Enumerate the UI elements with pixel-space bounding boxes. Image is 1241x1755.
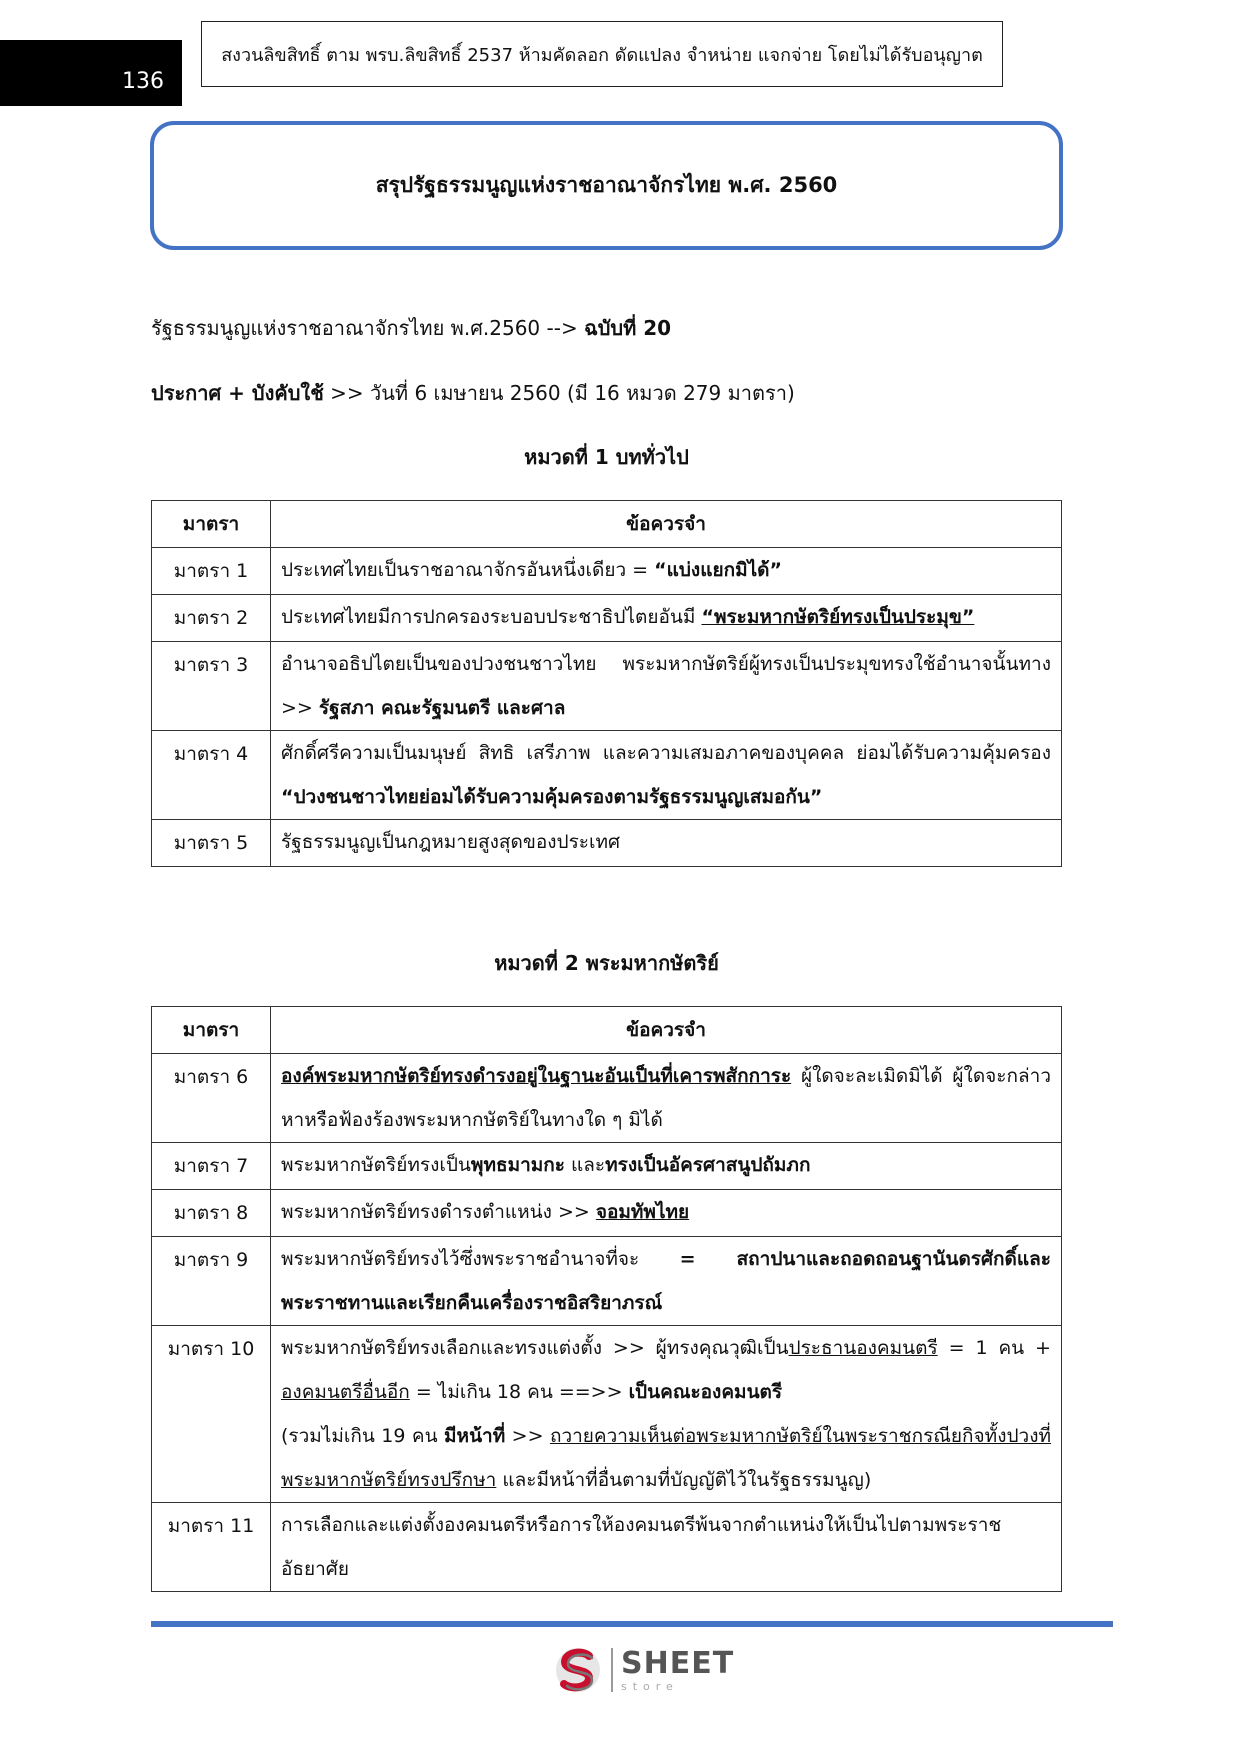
section-note: องค์พระมหากษัตริย์ทรงดำรงอยู่ในฐานะอันเป็นที่เคารพสักการะ ผู้ใดจะละเมิดมิได้ ผู้ใดจะกล่าวหาหรือฟ้องร้องพระมหากษัตริย์ในทางใด ๆ มิได้ bbox=[271, 1054, 1062, 1143]
section-label: มาตรา 8 bbox=[152, 1190, 271, 1237]
sheet-store-s-icon bbox=[553, 1644, 603, 1696]
section-label: มาตรา 4 bbox=[152, 731, 271, 820]
section-note: พระมหากษัตริย์ทรงเลือกและทรงแต่งตั้ง >> ผู้ทรงคุณวุฒิเป็นประธานองคมนตรี = 1 คน + องคมนตรีอื่นอีก = ไม่เกิน 18 คน ==>> เป็นคณะองคมนตรี (รวมไม่เกิน 19 คน มีหน้าที่ >> ถวายความเห็นต่อพระมหากษัตริย์ในพระราชกรณียกิจทั้งปวงที่พระมหากษัตริย์ทรงปรึกษา และมีหน้าที่อื่นตามที่บัญญัติไว้ในรัฐธรรมนูญ) bbox=[271, 1326, 1062, 1503]
document-title-box bbox=[150, 121, 1063, 250]
section-note: รัฐธรรมนูญเป็นกฎหมายสูงสุดของประเทศ bbox=[271, 820, 1062, 867]
table-row bbox=[152, 595, 1062, 642]
column-header-note: ข้อควรจำ bbox=[271, 501, 1062, 548]
section-note: พระมหากษัตริย์ทรงไว้ซึ่งพระราชอำนาจที่จะ = สถาปนาและถอดถอนฐานันดรศักดิ์และพระราชทานและเรียกคืนเครื่องราชอิสริยาภรณ์ bbox=[271, 1237, 1062, 1326]
section-label: มาตรา 3 bbox=[152, 642, 271, 731]
page-number: 136 bbox=[122, 69, 164, 94]
chapter-1-heading: หมวดที่ 1 บททั่วไป bbox=[524, 445, 689, 469]
intro-line-promulgation bbox=[151, 377, 795, 409]
chapter-1-table bbox=[151, 500, 1062, 867]
column-header-section: มาตรา bbox=[152, 501, 271, 548]
table-row bbox=[152, 731, 1062, 820]
section-note: พระมหากษัตริย์ทรงเป็นพุทธมามกะ และทรงเป็นอัครศาสนูปถัมภก bbox=[271, 1143, 1062, 1190]
footer-rule bbox=[151, 1621, 1113, 1627]
intro-edition-text: รัฐธรรมนูญแห่งราชอาณาจักรไทย พ.ศ.2560 --> bbox=[151, 316, 585, 340]
sheet-store-logo bbox=[553, 1643, 734, 1697]
intro-promulgation-label: ประกาศ + บังคับใช้ bbox=[151, 381, 324, 405]
table-row bbox=[152, 1190, 1062, 1237]
column-header-section: มาตรา bbox=[152, 1007, 271, 1054]
table-row bbox=[152, 1326, 1062, 1503]
section-note: ศักดิ์ศรีความเป็นมนุษย์ สิทธิ เสรีภาพ และความเสมอภาคของบุคคล ย่อมได้รับความคุ้มครอง “ปวงชนชาวไทยย่อมได้รับความคุ้มครองตามรัฐธรรมนูญเสมอกัน” bbox=[271, 731, 1062, 820]
copyright-text: สงวนลิขสิทธิ์ ตาม พรบ.ลิขสิทธิ์ 2537 ห้ามคัดลอก ดัดแปลง จำหน่าย แจกจ่าย โดยไม่ได้รับอนุญาต bbox=[221, 44, 983, 66]
column-header-note: ข้อควรจำ bbox=[271, 1007, 1062, 1054]
section-note: ประเทศไทยมีการปกครองระบอบประชาธิปไตยอันมี “พระมหากษัตริย์ทรงเป็นประมุข” bbox=[271, 595, 1062, 642]
section-label: มาตรา 7 bbox=[152, 1143, 271, 1190]
section-label: มาตรา 9 bbox=[152, 1237, 271, 1326]
table-row bbox=[152, 1503, 1062, 1592]
section-note: อำนาจอธิปไตยเป็นของปวงชนชาวไทย พระมหากษัตริย์ผู้ทรงเป็นประมุขทรงใช้อำนาจนั้นทาง >> รัฐสภา คณะรัฐมนตรี และศาล bbox=[271, 642, 1062, 731]
logo-main-text: SHEET bbox=[621, 1645, 735, 1681]
table-row bbox=[152, 820, 1062, 867]
chapter-2-table bbox=[151, 1006, 1062, 1592]
section-label: มาตรา 2 bbox=[152, 595, 271, 642]
table-header-row bbox=[152, 501, 1062, 548]
intro-line-edition bbox=[151, 312, 671, 344]
intro-promulgation-date: >> วันที่ 6 เมษายน 2560 (มี 16 หมวด 279 มาตรา) bbox=[323, 381, 795, 405]
table-row bbox=[152, 1143, 1062, 1190]
section-label: มาตรา 11 bbox=[152, 1503, 271, 1592]
section-label: มาตรา 6 bbox=[152, 1054, 271, 1143]
section-label: มาตรา 1 bbox=[152, 548, 271, 595]
table-header-row bbox=[152, 1007, 1062, 1054]
table-row bbox=[152, 1237, 1062, 1326]
section-note: ประเทศไทยเป็นราชอาณาจักรอันหนึ่งเดียว = “แบ่งแยกมิได้” bbox=[271, 548, 1062, 595]
section-label: มาตรา 5 bbox=[152, 820, 271, 867]
page-number-box bbox=[0, 40, 182, 106]
table-row bbox=[152, 1054, 1062, 1143]
section-note: การเลือกและแต่งตั้งองคมนตรีหรือการให้องคมนตรีพ้นจากตำแหน่งให้เป็นไปตามพระราชอัธยาศัย bbox=[271, 1503, 1062, 1592]
document-title: สรุปรัฐธรรมนูญแห่งราชอาณาจักรไทย พ.ศ. 2560 bbox=[375, 173, 838, 197]
section-label: มาตรา 10 bbox=[152, 1326, 271, 1503]
intro-edition-number: ฉบับที่ 20 bbox=[584, 316, 672, 340]
chapter-2-heading: หมวดที่ 2 พระมหากษัตริย์ bbox=[494, 951, 719, 975]
logo-divider bbox=[611, 1648, 613, 1692]
copyright-notice bbox=[201, 21, 1003, 87]
logo-wordmark bbox=[621, 1645, 735, 1693]
section-note: พระมหากษัตริย์ทรงดำรงตำแหน่ง >> จอมทัพไทย bbox=[271, 1190, 1062, 1237]
logo-sub-text: store bbox=[621, 1679, 679, 1693]
table-row bbox=[152, 548, 1062, 595]
table-row bbox=[152, 642, 1062, 731]
